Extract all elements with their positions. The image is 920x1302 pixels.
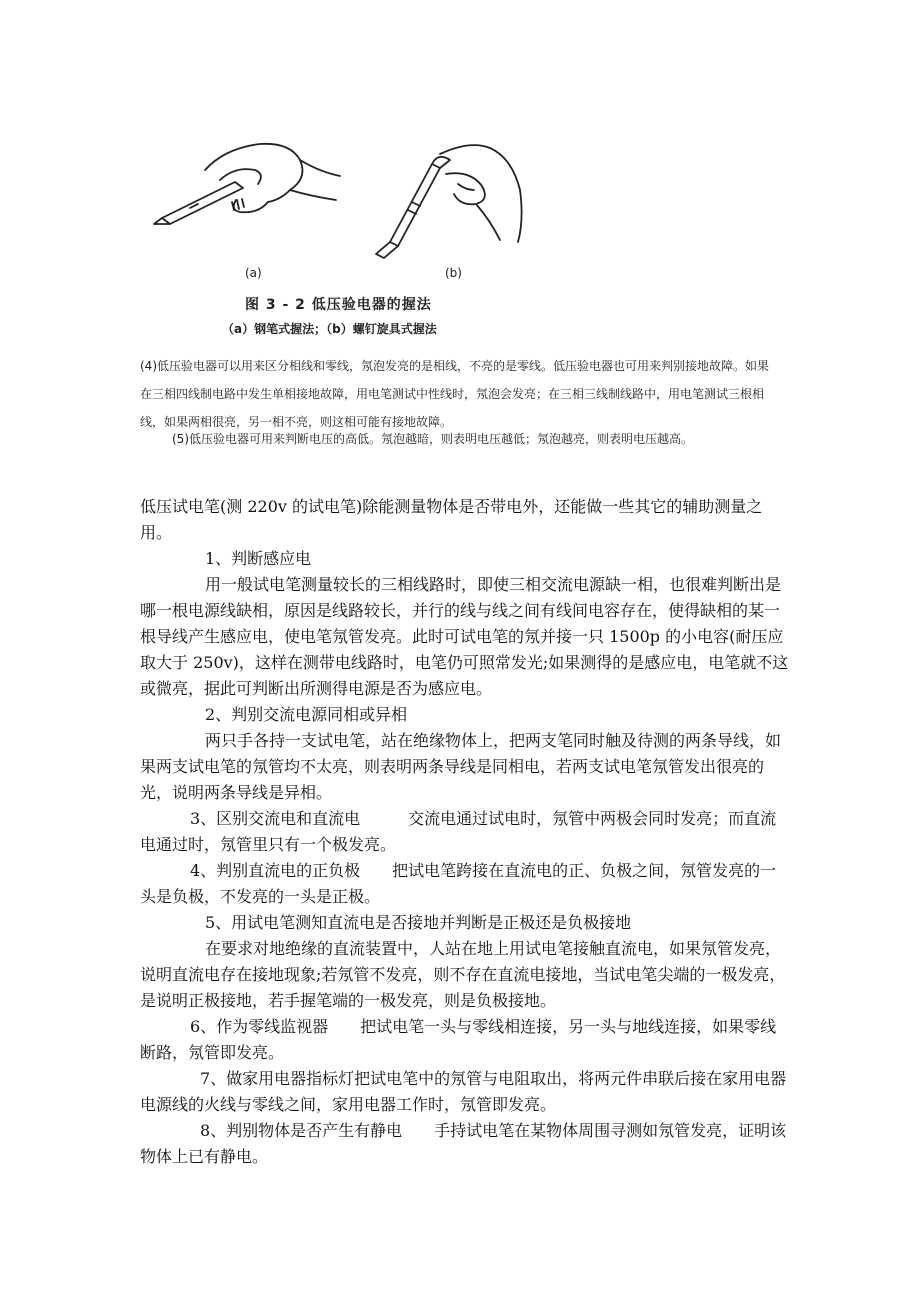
paragraph-3: 3、区别交流电和直流电 交流电通过试电时，氖管中两极会同时发亮；而直流电通过时，氖管里只有一个极发亮。 — [140, 809, 777, 854]
paragraph-4: 4、判别直流电的正负极 把试电笔跨接在直流电的正、负极之间，氖管发亮的一头是负极，不发亮的一头是正极。 — [140, 861, 777, 906]
figure-title: 图 3 - 2 低压验电器的握法 — [245, 297, 432, 313]
figure-label-a: (a) — [245, 266, 262, 280]
body-1: 用一般试电笔测量较长的三相线路时，即使三相交流电源缺一相，也很难判断出是哪一根电源线缺相，原因是线路较长，并行的线与线之间有线间电容存在，使得缺相的某一根导线产生感应电，使电笔氖管发亮。此时可试电笔的氖并接一只 1500p 的小电容(耐压应取大于 250v)，这样在测带电线路时，电笔仍可照常发光;如果测得的是感应电，电笔就不这或微亮，据此可判断出所测得电源是否为感应电。 — [140, 575, 789, 698]
intro-paragraph: 低压试电笔(测 220v 的试电笔)除能测量物体是否带电外，还能做一些其它的辅助测量之用。 — [140, 497, 763, 542]
note-paragraph-5: (5)低压验电器可用来判断电压的高低。氖泡越暗，则表明电压越低；氖泡越亮，则表明电压越高。 — [172, 432, 694, 446]
heading-5: 5、用试电笔测知直流电是否接地并判断是正极还是负极接地 — [205, 913, 632, 932]
figure-label-b: (b) — [445, 266, 462, 280]
body-5: 在要求对地绝缘的直流装置中，人站在地上用试电笔接触直流电，如果氖管发亮，说明直流电存在接地现象;若氖管不发亮，则不存在直流电接地，当试电笔尖端的一极发亮，是说明正极接地，若手握笔端的一极发亮，则是负极接地。 — [140, 939, 786, 1010]
heading-1: 1、判断感应电 — [205, 549, 312, 568]
paragraph-8: 8、判别物体是否产生有静电 手持试电笔在某物体周围寻测如氖管发亮，证明该物体上已有静电。 — [140, 1121, 787, 1166]
heading-2: 2、判别交流电源同相或异相 — [205, 705, 408, 724]
paragraph-7: 7、做家用电器指标灯把试电笔中的氖管与电阻取出，将两元件串联后接在家用电器电源线的火线与零线之间，家用电器工作时，氖管即发亮。 — [140, 1069, 787, 1114]
paragraph-6: 6、作为零线监视器 把试电笔一头与零线相连接，另一头与地线连接，如果零线断路，氖管即发亮。 — [140, 1017, 777, 1062]
figure-hand-grip — [140, 130, 560, 345]
hand-holding-pen-illustration — [140, 130, 560, 270]
note-paragraph-4: (4)低压验电器可以用来区分相线和零线，氖泡发亮的是相线，不亮的是零线。低压验电器也可用来判别接地故障。如果在三相四线制电路中发生单相接地故障，用电笔测试中性线时，氖泡会发亮；在三相三线制线路中，用电笔测试三根相线，如果两相很亮，另一相不亮，则这相可能有接地故障。 — [140, 359, 770, 429]
main-text — [140, 494, 790, 1170]
figure-subtitle: （a）钢笔式握法；（b）螺钉旋具式握法 — [222, 322, 437, 336]
body-2: 两只手各持一支试电笔，站在绝缘物体上，把两支笔同时触及待测的两条导线，如果两支试电笔的氖管均不太亮，则表明两条导线是同相电，若两支试电笔氖管发出很亮的光，说明两条导线是异相。 — [140, 731, 782, 802]
